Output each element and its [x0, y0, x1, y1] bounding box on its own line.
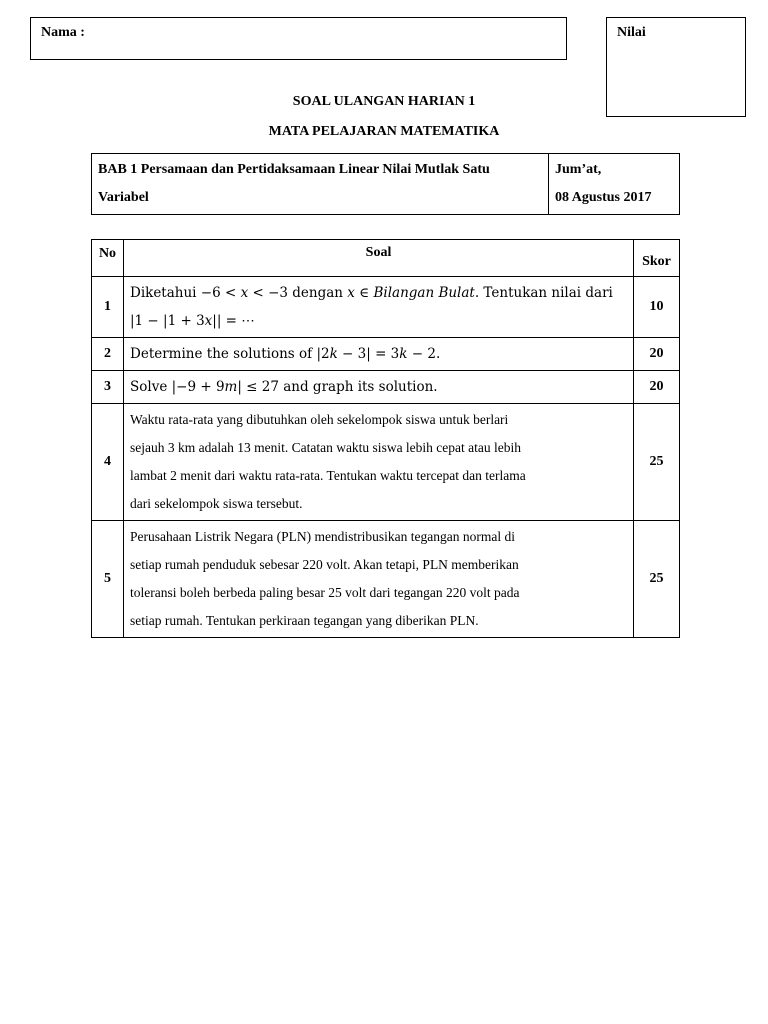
row-no: 3	[92, 371, 124, 404]
date-label: 08 Agustus 2017	[555, 190, 652, 205]
row-soal	[124, 338, 634, 371]
row-skor: 25	[634, 521, 680, 638]
soal-line: Solve |−9 + 9𝑚| ≤ 27 and graph its solution.	[130, 379, 438, 395]
row-soal	[124, 371, 634, 404]
row-skor: 20	[634, 338, 680, 371]
nama-label: Nama :	[41, 25, 85, 40]
exam-title: SOAL ULANGAN HARIAN 1	[292, 94, 476, 109]
table-row	[92, 277, 680, 338]
row-no: 1	[92, 277, 124, 338]
soal-line: setiap rumah penduduk sebesar 220 volt. Akan tetapi, PLN memberikan	[130, 557, 519, 572]
row-no: 5	[92, 521, 124, 638]
row-skor: 25	[634, 404, 680, 521]
table-row	[92, 521, 680, 638]
table-row	[92, 338, 680, 371]
soal-line: Waktu rata-rata yang dibutuhkan oleh sekelompok siswa untuk berlari	[130, 412, 509, 427]
soal-line: sejauh 3 km adalah 13 menit. Catatan waktu siswa lebih cepat atau lebih	[130, 440, 522, 455]
table-row	[92, 371, 680, 404]
row-soal	[124, 404, 634, 521]
header-skor: Skor	[634, 240, 680, 277]
row-no: 4	[92, 404, 124, 521]
day-label: Jum’at,	[555, 162, 602, 177]
soal-line: |1 − |1 + 3𝑥|| = ⋯	[130, 313, 255, 329]
date-cell	[549, 154, 680, 215]
soal-line: toleransi boleh berbeda paling besar 25 volt dari tegangan 220 volt pada	[130, 585, 520, 600]
row-skor: 10	[634, 277, 680, 338]
header-no: No	[92, 240, 124, 277]
row-no: 2	[92, 338, 124, 371]
chapter-info-table	[91, 153, 680, 215]
subject-title: MATA PELAJARAN MATEMATIKA	[268, 124, 500, 139]
row-soal	[124, 521, 634, 638]
soal-line: Determine the solutions of |2𝑘 − 3| = 3𝑘 − 2.	[130, 346, 441, 362]
chapter-info-row	[92, 154, 680, 215]
chapter-cell: BAB 1 Persamaan dan Pertidaksamaan Linear Nilai Mutlak Satu Variabel	[92, 154, 549, 215]
row-skor: 20	[634, 371, 680, 404]
table-header-row	[92, 240, 680, 277]
questions-table	[91, 239, 680, 638]
soal-line: dari sekelompok siswa tersebut.	[130, 496, 303, 511]
table-row	[92, 404, 680, 521]
soal-line: Perusahaan Listrik Negara (PLN) mendistribusikan tegangan normal di	[130, 529, 516, 544]
soal-line: Diketahui −6 < 𝑥 < −3 dengan 𝑥 ∈ 𝐵𝑖𝑙𝑎𝑛𝑔𝑎𝑛 𝐵𝑢𝑙𝑎𝑡. Tentukan nilai dari	[130, 285, 613, 301]
nilai-label: Nilai	[617, 25, 646, 40]
header-soal: Soal	[124, 240, 634, 277]
soal-line: setiap rumah. Tentukan perkiraan tegangan yang diberikan PLN.	[130, 613, 479, 628]
nama-field	[30, 17, 567, 60]
row-soal	[124, 277, 634, 338]
soal-line: lambat 2 menit dari waktu rata-rata. Tentukan waktu tercepat dan terlama	[130, 468, 526, 483]
